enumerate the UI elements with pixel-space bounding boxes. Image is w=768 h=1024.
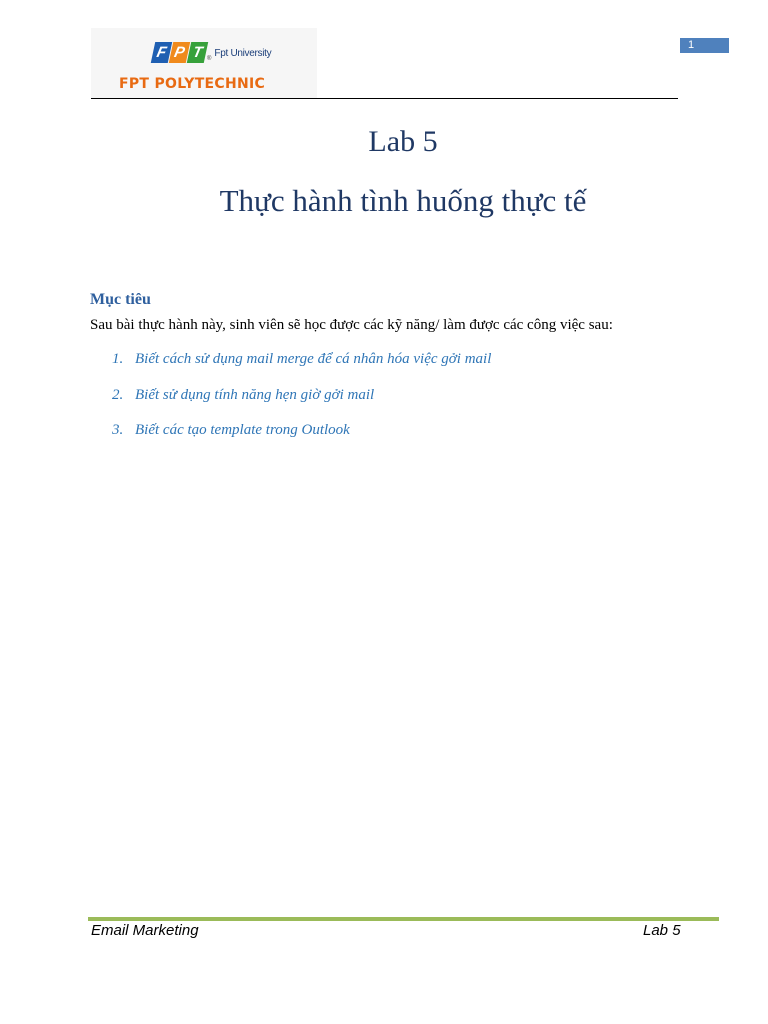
list-item-text: Biết sử dụng tính năng hẹn giờ gởi mail [135, 386, 375, 403]
fpt-polytechnic-logo [91, 28, 317, 98]
objectives-heading: Mục tiêu [90, 291, 151, 308]
list-item [112, 349, 491, 385]
list-item-number: 3. [112, 422, 124, 438]
lab-title: Lab 5 [368, 125, 438, 158]
fpt-letter-t: T [187, 42, 208, 63]
footer-lab-label: Lab 5 [643, 922, 681, 939]
fpt-university-text: Fpt University [214, 48, 272, 59]
fpt-polytechnic-text: FPT POLYTECHNIC [119, 76, 266, 92]
header-divider [91, 98, 678, 99]
registered-mark: ® [207, 56, 212, 62]
list-item-text: Biết các tạo template trong Outlook [135, 422, 350, 438]
list-item [112, 420, 491, 456]
objectives-intro: Sau bài thực hành này, sinh viên sẽ học được các kỹ năng/ làm được các công việc sau: [90, 317, 613, 333]
footer-divider [88, 917, 719, 921]
list-item-number: 1. [112, 351, 124, 367]
page-number-badge: 1 [680, 38, 729, 53]
fpt-logo-mark [153, 42, 271, 63]
fpt-letter-p: P [169, 42, 190, 63]
footer-course-name: Email Marketing [91, 922, 199, 939]
list-item [112, 385, 491, 421]
objectives-list [112, 349, 491, 456]
list-item-text: Biết cách sử dụng mail merge để cá nhân hóa việc gởi mail [135, 351, 492, 367]
fpt-letter-f: F [151, 42, 172, 63]
lab-subtitle: Thực hành tình huống thực tế [219, 183, 587, 218]
list-item-number: 2. [112, 386, 124, 403]
